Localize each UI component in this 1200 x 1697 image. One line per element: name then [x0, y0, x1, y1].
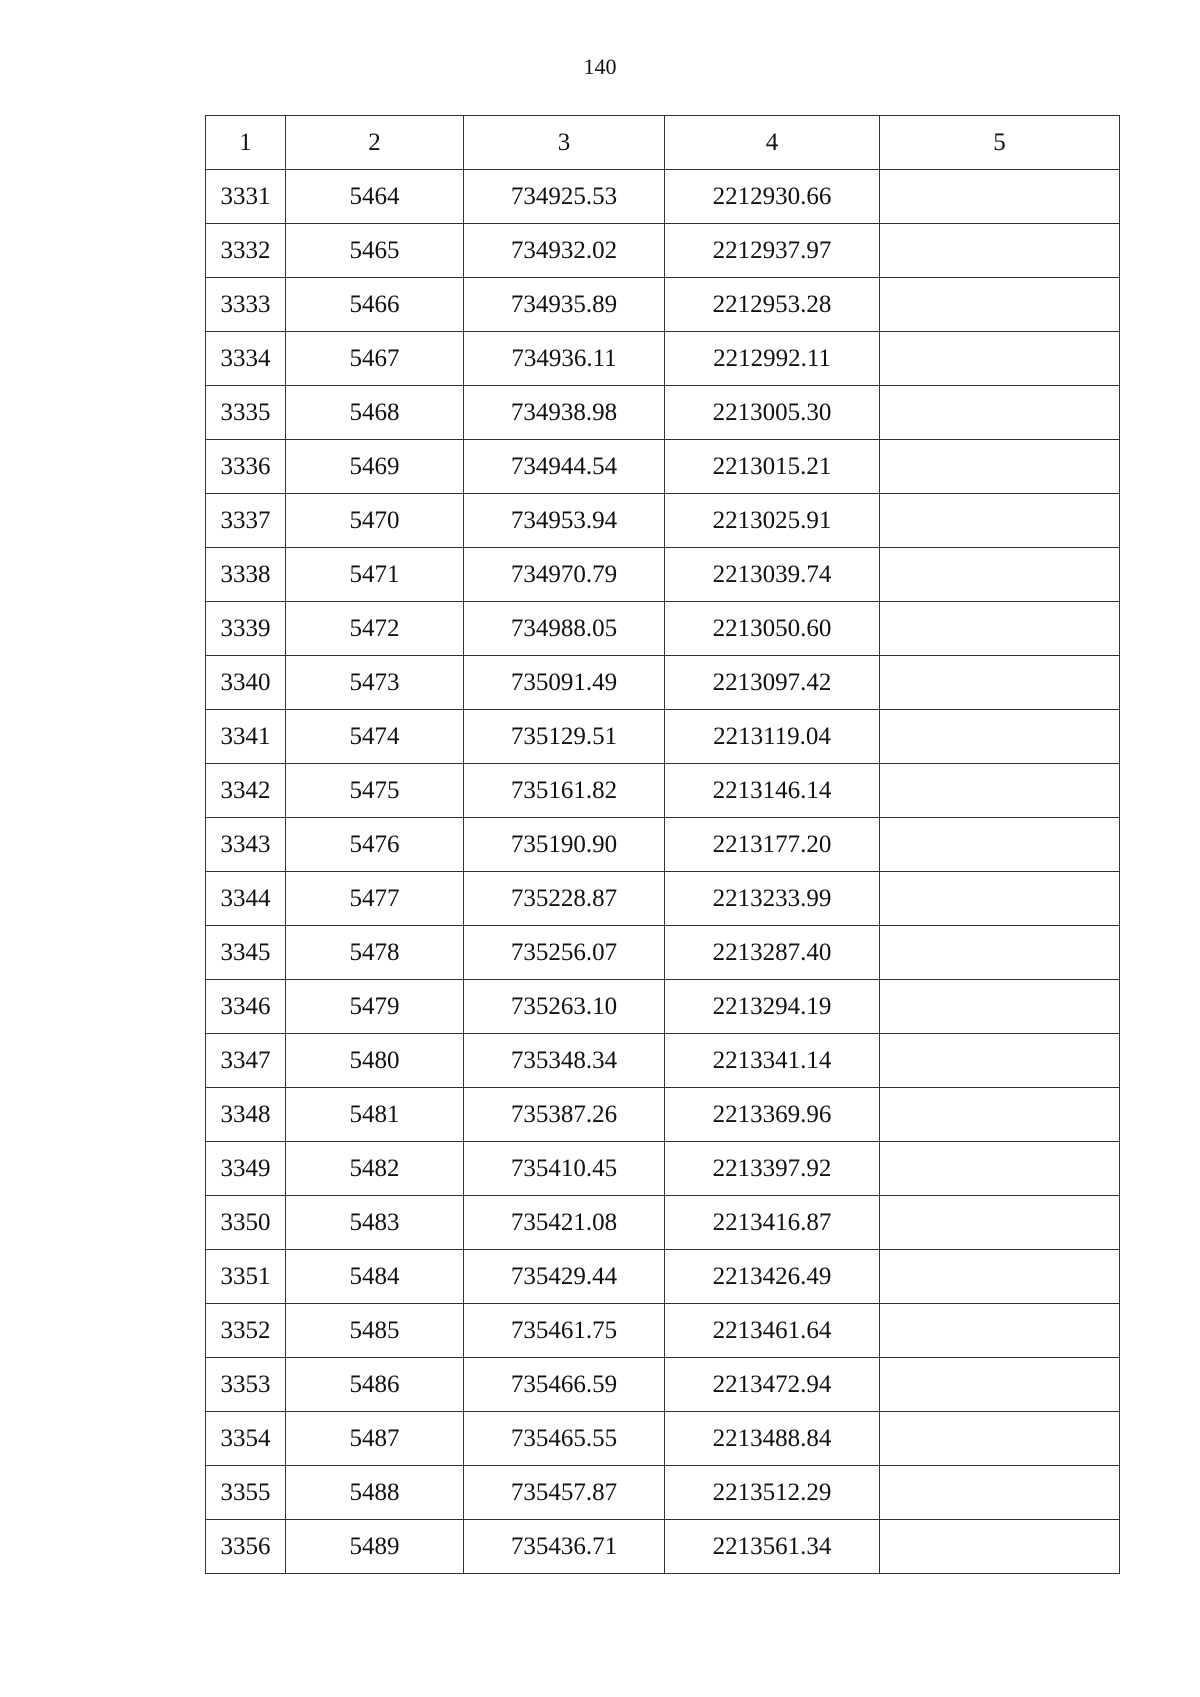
table-cell-col-4: 2213146.14: [665, 764, 880, 818]
table-cell-col-2: 5486: [286, 1358, 464, 1412]
table-cell-col-2: 5477: [286, 872, 464, 926]
table-cell-col-3: 734932.02: [464, 224, 665, 278]
table-cell-col-1: 3356: [206, 1520, 286, 1574]
table-row: [206, 1304, 1120, 1358]
table-cell-col-4: 2213025.91: [665, 494, 880, 548]
table-row: [206, 170, 1120, 224]
table-row: [206, 386, 1120, 440]
table-cell-col-1: 3355: [206, 1466, 286, 1520]
table-cell-col-2: 5471: [286, 548, 464, 602]
table-cell-col-4: 2212953.28: [665, 278, 880, 332]
table-cell-col-1: 3350: [206, 1196, 286, 1250]
table-cell-col-5: [880, 1412, 1120, 1466]
table-cell-col-5: [880, 710, 1120, 764]
table-cell-col-3: 735256.07: [464, 926, 665, 980]
table-cell-col-4: 2213397.92: [665, 1142, 880, 1196]
table-cell-col-5: [880, 170, 1120, 224]
table-cell-col-3: 734944.54: [464, 440, 665, 494]
table-row: [206, 440, 1120, 494]
table-cell-col-3: 735129.51: [464, 710, 665, 764]
table-cell-col-4: 2213039.74: [665, 548, 880, 602]
table-cell-col-4: 2213341.14: [665, 1034, 880, 1088]
table-cell-col-4: 2213233.99: [665, 872, 880, 926]
table-row: [206, 1142, 1120, 1196]
table-cell-col-1: 3336: [206, 440, 286, 494]
table-cell-col-2: 5465: [286, 224, 464, 278]
table-cell-col-3: 735161.82: [464, 764, 665, 818]
table-cell-col-4: 2213561.34: [665, 1520, 880, 1574]
table-cell-col-2: 5479: [286, 980, 464, 1034]
table-row: [206, 278, 1120, 332]
column-header-3: 3: [464, 116, 665, 170]
table-cell-col-2: 5487: [286, 1412, 464, 1466]
table-cell-col-5: [880, 872, 1120, 926]
table-cell-col-5: [880, 602, 1120, 656]
table-row: [206, 818, 1120, 872]
table-row: [206, 1520, 1120, 1574]
table-cell-col-3: 734970.79: [464, 548, 665, 602]
table-cell-col-2: 5474: [286, 710, 464, 764]
table-cell-col-4: 2213005.30: [665, 386, 880, 440]
table-cell-col-2: 5467: [286, 332, 464, 386]
table-cell-col-1: 3337: [206, 494, 286, 548]
table-row: [206, 872, 1120, 926]
table-row: [206, 332, 1120, 386]
table-cell-col-3: 734953.94: [464, 494, 665, 548]
table-cell-col-4: 2213461.64: [665, 1304, 880, 1358]
table-cell-col-4: 2213426.49: [665, 1250, 880, 1304]
table-cell-col-2: 5476: [286, 818, 464, 872]
table-cell-col-4: 2212937.97: [665, 224, 880, 278]
table-cell-col-5: [880, 548, 1120, 602]
table-row: [206, 1034, 1120, 1088]
table-cell-col-2: 5472: [286, 602, 464, 656]
table-cell-col-2: 5466: [286, 278, 464, 332]
table-row: [206, 1412, 1120, 1466]
table-cell-col-5: [880, 1250, 1120, 1304]
table-cell-col-2: 5470: [286, 494, 464, 548]
table-cell-col-5: [880, 656, 1120, 710]
table-cell-col-3: 735461.75: [464, 1304, 665, 1358]
table-row: [206, 548, 1120, 602]
table-row: [206, 602, 1120, 656]
table-cell-col-5: [880, 1196, 1120, 1250]
table-cell-col-5: [880, 494, 1120, 548]
table-row: [206, 710, 1120, 764]
table-cell-col-1: 3354: [206, 1412, 286, 1466]
table-cell-col-1: 3338: [206, 548, 286, 602]
table-cell-col-2: 5483: [286, 1196, 464, 1250]
table-cell-col-5: [880, 440, 1120, 494]
table-row: [206, 656, 1120, 710]
table-cell-col-4: 2213472.94: [665, 1358, 880, 1412]
table-cell-col-2: 5473: [286, 656, 464, 710]
table-cell-col-3: 735436.71: [464, 1520, 665, 1574]
table-cell-col-2: 5478: [286, 926, 464, 980]
table-cell-col-5: [880, 1304, 1120, 1358]
table-cell-col-2: 5485: [286, 1304, 464, 1358]
table-cell-col-5: [880, 386, 1120, 440]
table-cell-col-3: 735228.87: [464, 872, 665, 926]
table-cell-col-4: 2213177.20: [665, 818, 880, 872]
column-header-5: 5: [880, 116, 1120, 170]
table-cell-col-5: [880, 1142, 1120, 1196]
table-row: [206, 1250, 1120, 1304]
table-cell-col-3: 735466.59: [464, 1358, 665, 1412]
table-cell-col-1: 3349: [206, 1142, 286, 1196]
table-cell-col-1: 3331: [206, 170, 286, 224]
table-cell-col-3: 734935.89: [464, 278, 665, 332]
table-cell-col-1: 3345: [206, 926, 286, 980]
table-cell-col-5: [880, 818, 1120, 872]
table-cell-col-4: 2213287.40: [665, 926, 880, 980]
table-cell-col-5: [880, 926, 1120, 980]
table-row: [206, 1358, 1120, 1412]
table-cell-col-3: 735348.34: [464, 1034, 665, 1088]
table-cell-col-1: 3347: [206, 1034, 286, 1088]
table-cell-col-4: 2213416.87: [665, 1196, 880, 1250]
table-cell-col-1: 3332: [206, 224, 286, 278]
table-cell-col-5: [880, 980, 1120, 1034]
table-row: [206, 1466, 1120, 1520]
table-header-row: [206, 116, 1120, 170]
table-row: [206, 1196, 1120, 1250]
table-cell-col-4: 2213097.42: [665, 656, 880, 710]
table-cell-col-3: 735465.55: [464, 1412, 665, 1466]
table-cell-col-2: 5488: [286, 1466, 464, 1520]
table-body: [206, 116, 1120, 1574]
table-cell-col-3: 735091.49: [464, 656, 665, 710]
table-cell-col-4: 2213512.29: [665, 1466, 880, 1520]
table-cell-col-1: 3333: [206, 278, 286, 332]
page-number: 140: [583, 54, 617, 79]
table-cell-col-1: 3334: [206, 332, 286, 386]
table-cell-col-1: 3352: [206, 1304, 286, 1358]
table-cell-col-5: [880, 1088, 1120, 1142]
table-cell-col-4: 2212992.11: [665, 332, 880, 386]
table-row: [206, 926, 1120, 980]
table-cell-col-1: 3346: [206, 980, 286, 1034]
table-cell-col-4: 2213050.60: [665, 602, 880, 656]
table-cell-col-3: 735429.44: [464, 1250, 665, 1304]
table-cell-col-1: 3340: [206, 656, 286, 710]
table-cell-col-5: [880, 1520, 1120, 1574]
column-header-2: 2: [286, 116, 464, 170]
table-cell-col-1: 3335: [206, 386, 286, 440]
table-cell-col-1: 3344: [206, 872, 286, 926]
table-cell-col-2: 5475: [286, 764, 464, 818]
table-cell-col-3: 735387.26: [464, 1088, 665, 1142]
table-cell-col-3: 734988.05: [464, 602, 665, 656]
table-row: [206, 494, 1120, 548]
table-cell-col-2: 5468: [286, 386, 464, 440]
table-cell-col-1: 3353: [206, 1358, 286, 1412]
table-cell-col-1: 3339: [206, 602, 286, 656]
table-cell-col-2: 5480: [286, 1034, 464, 1088]
table-cell-col-5: [880, 278, 1120, 332]
table-row: [206, 1088, 1120, 1142]
column-header-1: 1: [206, 116, 286, 170]
table-cell-col-1: 3351: [206, 1250, 286, 1304]
table-cell-col-5: [880, 1466, 1120, 1520]
coordinates-table: [205, 115, 1120, 1574]
table-row: [206, 764, 1120, 818]
table-cell-col-5: [880, 1358, 1120, 1412]
column-header-4: 4: [665, 116, 880, 170]
table-cell-col-3: 735190.90: [464, 818, 665, 872]
table-cell-col-3: 734936.11: [464, 332, 665, 386]
table-cell-col-2: 5484: [286, 1250, 464, 1304]
table-cell-col-1: 3341: [206, 710, 286, 764]
table-cell-col-2: 5481: [286, 1088, 464, 1142]
table-cell-col-3: 735421.08: [464, 1196, 665, 1250]
table-cell-col-1: 3342: [206, 764, 286, 818]
table-cell-col-5: [880, 332, 1120, 386]
table-cell-col-2: 5489: [286, 1520, 464, 1574]
table-cell-col-1: 3343: [206, 818, 286, 872]
table-cell-col-1: 3348: [206, 1088, 286, 1142]
table-row: [206, 980, 1120, 1034]
table-cell-col-2: 5482: [286, 1142, 464, 1196]
table-cell-col-4: 2213119.04: [665, 710, 880, 764]
table-row: [206, 224, 1120, 278]
table-cell-col-5: [880, 1034, 1120, 1088]
table-cell-col-2: 5469: [286, 440, 464, 494]
table-cell-col-3: 735457.87: [464, 1466, 665, 1520]
table-cell-col-3: 734938.98: [464, 386, 665, 440]
table-cell-col-5: [880, 764, 1120, 818]
table-cell-col-3: 734925.53: [464, 170, 665, 224]
table-cell-col-4: 2213488.84: [665, 1412, 880, 1466]
table-cell-col-5: [880, 224, 1120, 278]
table-cell-col-4: 2213294.19: [665, 980, 880, 1034]
table-cell-col-4: 2213015.21: [665, 440, 880, 494]
table-cell-col-4: 2212930.66: [665, 170, 880, 224]
table-cell-col-3: 735410.45: [464, 1142, 665, 1196]
table-cell-col-4: 2213369.96: [665, 1088, 880, 1142]
table-cell-col-3: 735263.10: [464, 980, 665, 1034]
table-cell-col-2: 5464: [286, 170, 464, 224]
